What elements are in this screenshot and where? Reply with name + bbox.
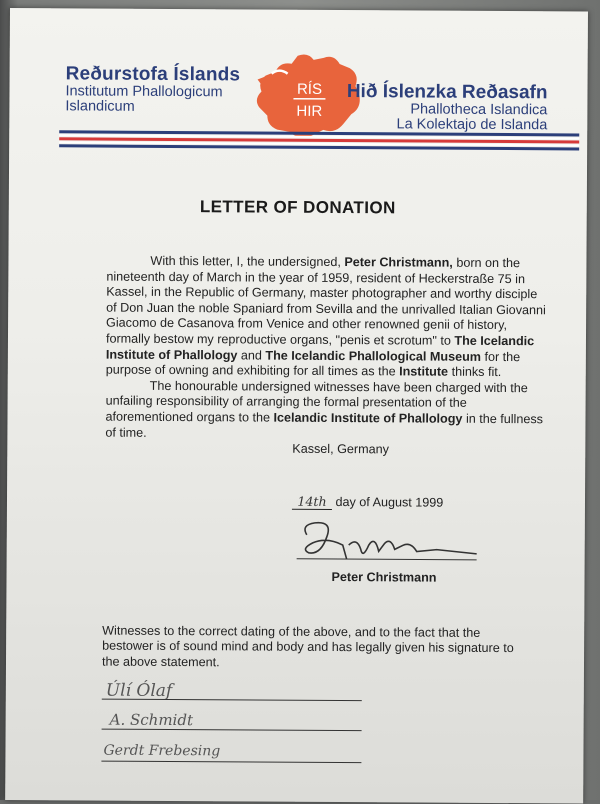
handwritten-day: 14th	[292, 494, 332, 510]
p1-text-1: With this letter, I, the undersigned,	[150, 254, 344, 269]
p1-text-3: and	[237, 348, 265, 362]
paragraph-donation	[106, 254, 547, 381]
p2-text-2: in the fullness of time.	[105, 412, 543, 440]
p1-text-5: thinks fit.	[448, 365, 501, 379]
witness-line-2	[102, 729, 362, 732]
letterhead-left	[65, 64, 240, 115]
signer-name: Peter Christmann	[331, 570, 436, 585]
document-page	[5, 8, 588, 804]
flag-stripes-divider	[59, 130, 579, 153]
letterhead-right-sub1: Phallotheca Islandica	[347, 102, 548, 118]
p2-text-1: The honourable undersigned witnesses have been charged with the unfailing responsibility of arranging the formal presentation of the aforementioned organs to the	[105, 379, 527, 425]
letterhead-right-sub2: La Kolektajo de Islanda	[347, 117, 548, 133]
letterhead-right	[347, 82, 548, 133]
witness-signature-2: A. Schmidt	[110, 711, 193, 730]
p1-text-4: for the purpose of owning and exhibiting for all times as the	[106, 349, 520, 378]
place: Kassel, Germany	[292, 442, 389, 457]
logo-text-top: RÍS	[297, 81, 322, 98]
logo-text-bottom: HIR	[296, 103, 322, 120]
witness-signature-1: Úlí Ólaf	[106, 681, 173, 701]
institute-word: Institute	[399, 365, 448, 379]
witness-line-3	[101, 761, 361, 764]
donor-signature	[287, 515, 487, 571]
letter-body	[105, 254, 546, 444]
museum-name: The Icelandic Phallological Museum	[265, 348, 481, 363]
letterhead-right-title: Hið Íslenzka Reðasafn	[347, 82, 548, 103]
letterhead-left-sub1: Institutum Phallologicum	[65, 84, 240, 100]
donor-name: Peter Christmann,	[344, 255, 453, 270]
document-title: LETTER OF DONATION	[9, 196, 587, 220]
institute-name-2: Icelandic Institute of Phallology	[273, 411, 462, 426]
letterhead-left-sub2: Islandicum	[65, 99, 240, 115]
paragraph-witnesses-charge	[105, 378, 545, 443]
institute-name: The Icelandic Institute of Phallology	[106, 334, 534, 362]
date-text: day of August 1999	[335, 495, 443, 510]
date-line	[292, 494, 443, 511]
witness-signature-3: Gerdt Frebesing	[103, 743, 220, 760]
p1-text-2: born on the nineteenth day of March in the year of 1959, resident of Heckerstraße 75 in Kassel, in the Republic of Germany, master photographer and worthy disciple of Don Juan the noble Spaniard from Sevilla and the unrivalled Italian Giovanni Giacomo de Casanova from Venice and other renowned genii of history, formally bestow my reproductive organs, "penis et scrotum" to	[106, 256, 546, 348]
letterhead-left-title: Reðurstofa Íslands	[66, 64, 241, 85]
witness-statement: Witnesses to the correct dating of the above, and to the fact that the bestower is of sound mind and body and has legally given his signature to the above statement.	[102, 624, 522, 673]
